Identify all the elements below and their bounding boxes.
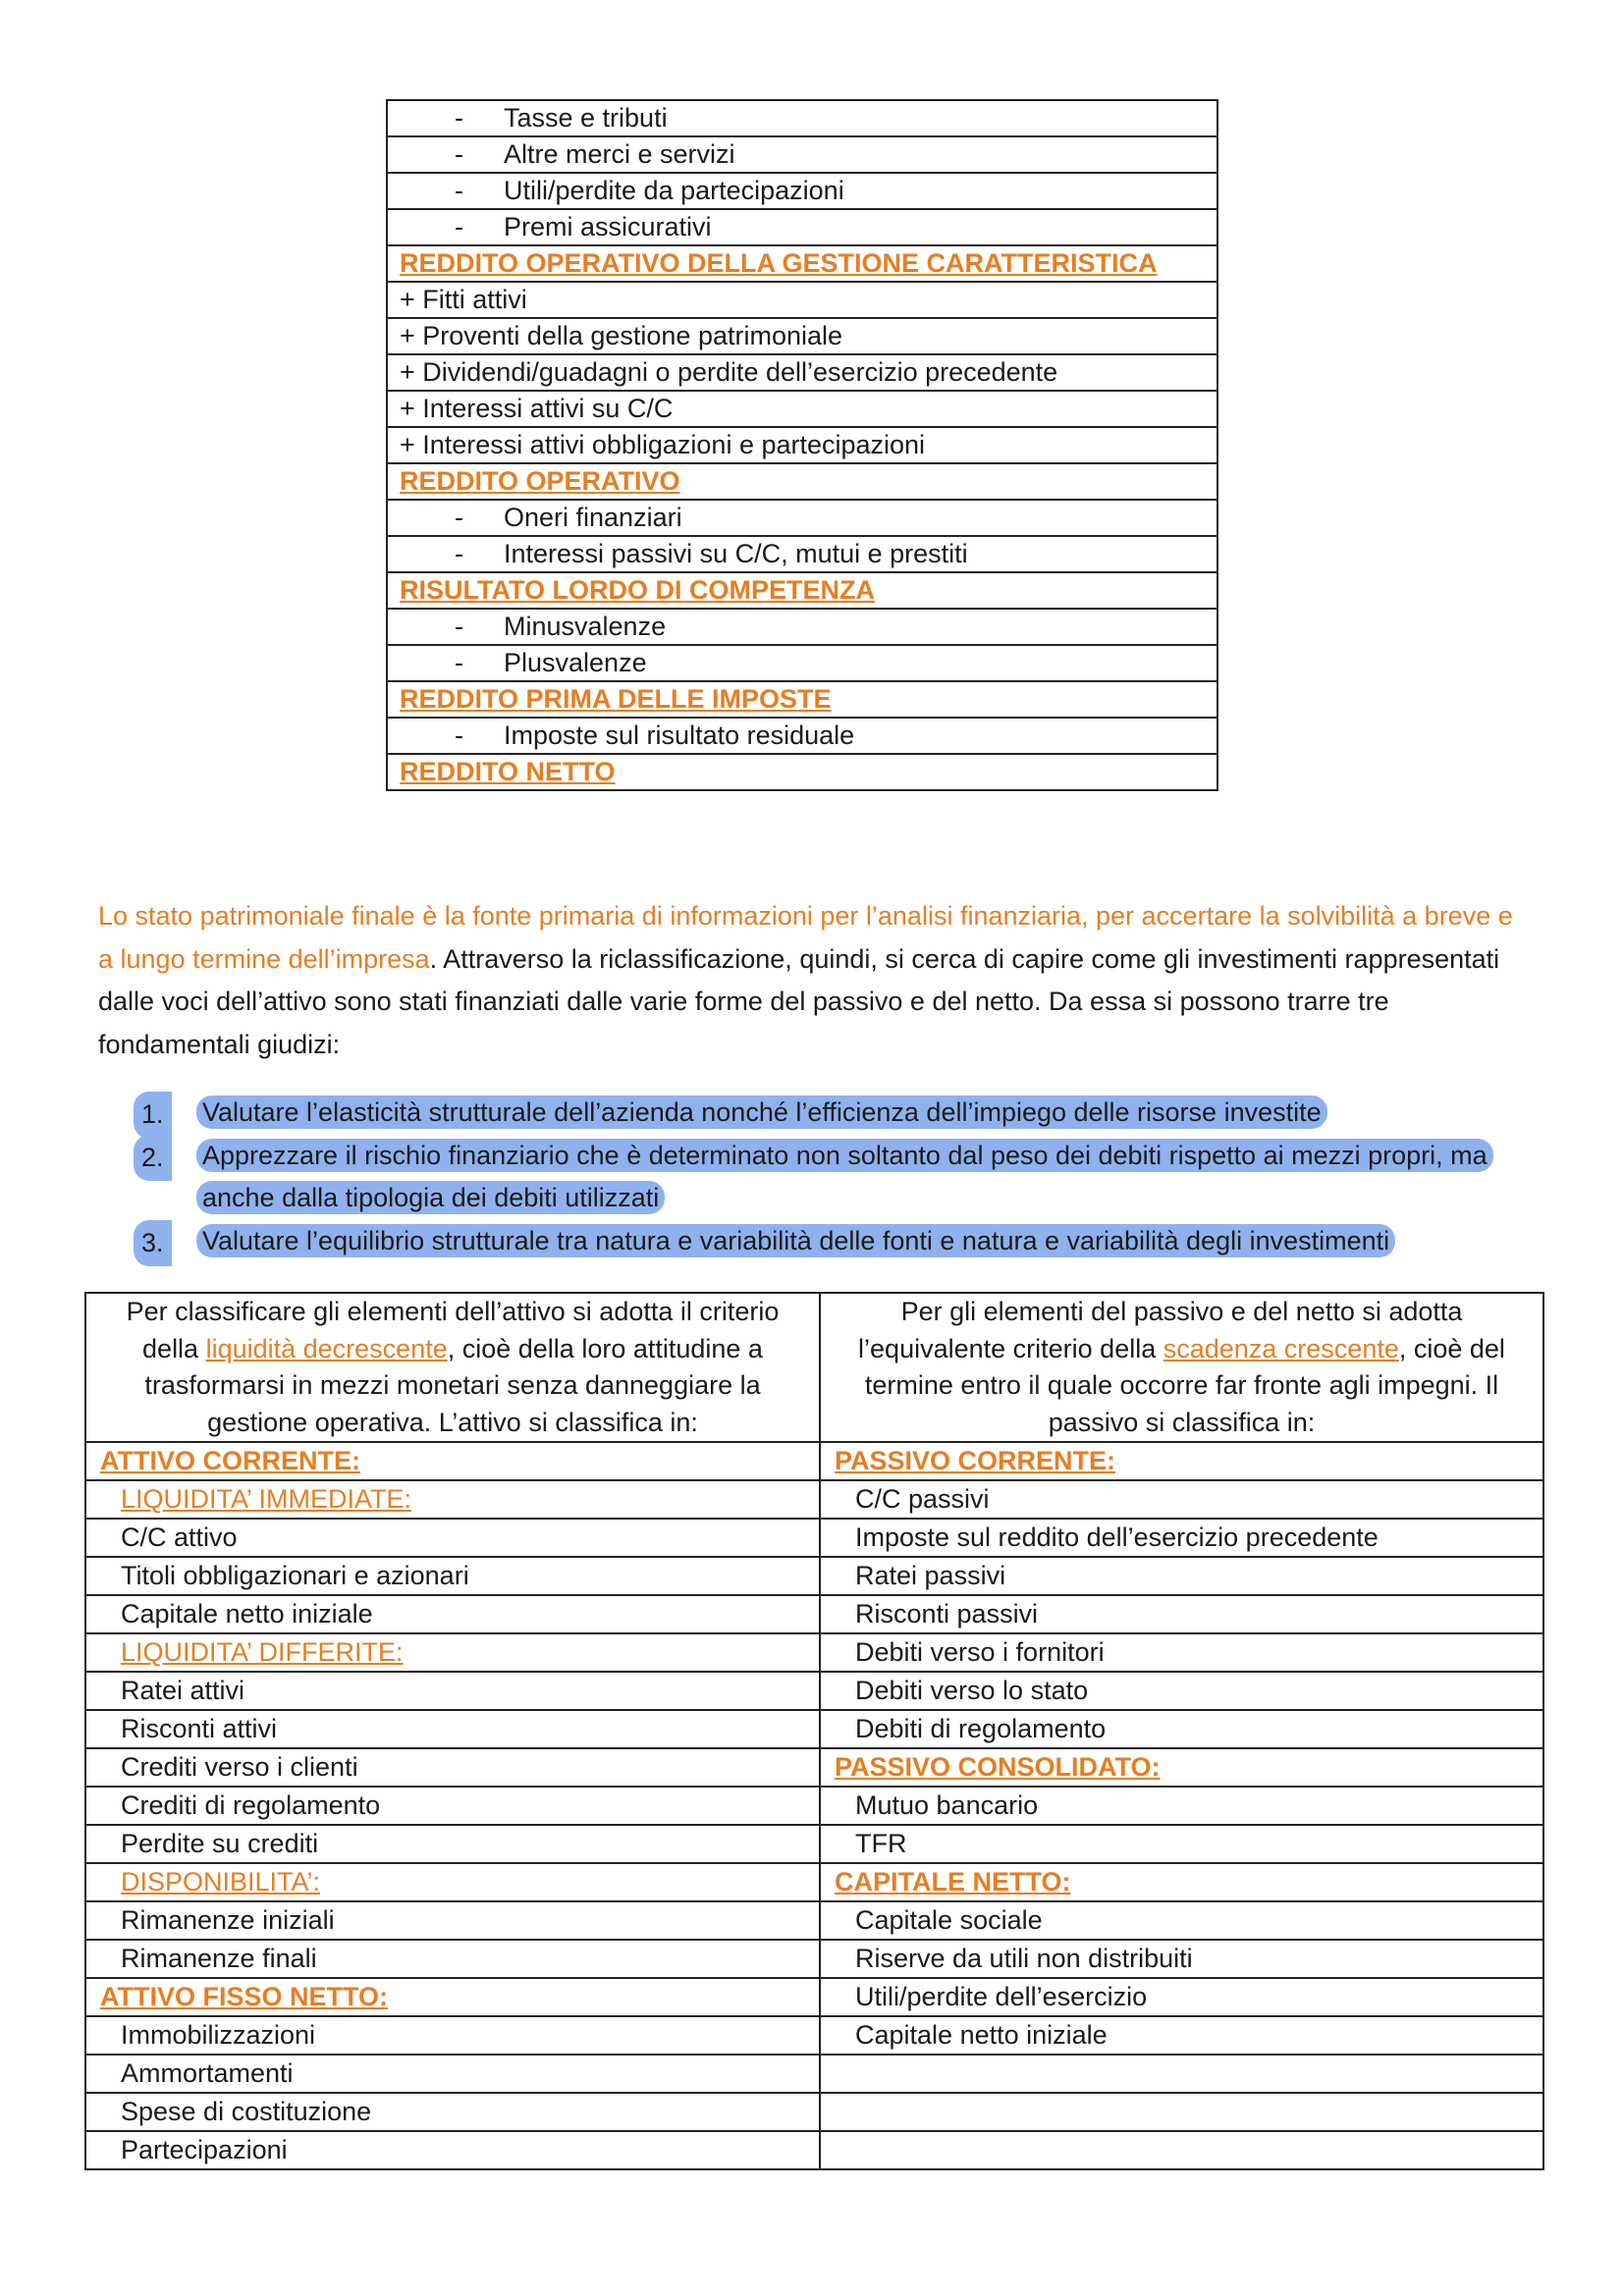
table-row: [85, 1710, 1543, 1748]
table-row: [387, 645, 1217, 681]
paragraph-highlight: Lo stato patrimoniale finale è la fonte primaria di informazioni per l’analisi finanziaria, per accertare la solvibilità a breve e a lungo termine dell’impresa: [98, 901, 1513, 974]
balance-sheet-table: [84, 1292, 1544, 2170]
income-item: + Proventi della gestione patrimoniale: [387, 318, 1217, 354]
item-label: Interessi passivi su C/C, mutui e prestiti: [504, 539, 968, 568]
item-label: Altre merci e servizi: [504, 139, 735, 169]
income-item: + Interessi attivi su C/C: [387, 391, 1217, 427]
table-cell: C/C attivo: [85, 1519, 820, 1557]
table-row: [387, 245, 1217, 282]
table-row: [85, 1825, 1543, 1863]
section-header: ATTIVO FISSO NETTO:: [85, 1978, 820, 2016]
table-row: [387, 318, 1217, 354]
table-row: [387, 136, 1217, 173]
expense-item: [387, 173, 1217, 209]
table-row: [85, 1442, 1543, 1480]
table-row: [85, 1480, 1543, 1519]
list-text: Apprezzare il rischio finanziario che è determinato non soltanto dal peso dei debiti rispetto ai mezzi propri, ma anche dalla tipologia dei debiti utilizzati: [196, 1139, 1493, 1215]
dash-marker: -: [455, 103, 463, 133]
table-cell: Risconti passivi: [820, 1595, 1543, 1633]
subsection-header: DISPONIBILITA’:: [85, 1863, 820, 1901]
liabilities-intro: [820, 1293, 1543, 1442]
subtotal-header: REDDITO NETTO: [387, 754, 1217, 790]
table-row: [85, 2016, 1543, 2055]
table-row: [85, 2093, 1543, 2131]
subtotal-header: REDDITO OPERATIVO DELLA GESTIONE CARATTERISTICA: [387, 245, 1217, 282]
dash-marker: -: [455, 612, 463, 641]
table-cell: Rimanenze finali: [85, 1940, 820, 1978]
table-row: [85, 1595, 1543, 1633]
subsection-header: LIQUIDITA’ IMMEDIATE:: [85, 1480, 820, 1519]
expense-item: [387, 718, 1217, 754]
scadenza-crescente-link[interactable]: scadenza crescente: [1163, 1333, 1399, 1363]
table-cell: Crediti verso i clienti: [85, 1748, 820, 1787]
table-row: [387, 100, 1217, 136]
expense-item: [387, 500, 1217, 536]
table-row: [85, 1901, 1543, 1940]
section-header: PASSIVO CORRENTE:: [820, 1442, 1543, 1480]
table-cell: Riserve da utili non distribuiti: [820, 1940, 1543, 1978]
table-cell: Utili/perdite dell’esercizio: [820, 1978, 1543, 2016]
expense-item: [387, 645, 1217, 681]
table-cell: Titoli obbligazionari e azionari: [85, 1557, 820, 1595]
table-row: [387, 282, 1217, 318]
table-cell: Perdite su crediti: [85, 1825, 820, 1863]
table-cell: Ammortamenti: [85, 2055, 820, 2093]
item-label: Utili/perdite da partecipazioni: [504, 176, 844, 205]
table-row: [85, 1519, 1543, 1557]
table-row: [387, 609, 1217, 645]
intro-text: , cioè della loro attitudine a trasformarsi in mezzi monetari senza danneggiare la gestione operativa. L’attivo si classifica in:: [144, 1333, 763, 1437]
table-cell: Partecipazioni: [85, 2131, 820, 2169]
list-item: [139, 1135, 1534, 1220]
table-cell: Mutuo bancario: [820, 1787, 1543, 1825]
table-cell: Immobilizzazioni: [85, 2016, 820, 2055]
subtotal-header: RISULTATO LORDO DI COMPETENZA: [387, 572, 1217, 609]
table-cell: Ratei attivi: [85, 1672, 820, 1710]
table-cell: Ratei passivi: [820, 1557, 1543, 1595]
list-item: [139, 1220, 1534, 1263]
income-item: + Interessi attivi obbligazioni e partecipazioni: [387, 427, 1217, 463]
table-cell: C/C passivi: [820, 1480, 1543, 1519]
table-cell: TFR: [820, 1825, 1543, 1863]
intro-text: , cioè del termine entro il quale occorre far fronte agli impegni. Il passivo si classifica in:: [864, 1333, 1505, 1437]
table-row: [387, 681, 1217, 718]
table-row: [387, 754, 1217, 790]
table-cell: Risconti attivi: [85, 1710, 820, 1748]
paragraph-rest: . Attraverso la riclassificazione, quindi, si cerca di capire come gli investimenti rappresentati dalle voci dell’attivo sono stati finanziati dalle varie forme del passivo e del netto. Da essa si possono trarre tre fondamentali giudizi:: [98, 943, 1500, 1059]
item-label: Plusvalenze: [504, 648, 647, 677]
item-label: Tasse e tributi: [504, 103, 668, 133]
item-label: Premi assicurativi: [504, 212, 712, 241]
table-cell: Imposte sul reddito dell’esercizio precedente: [820, 1519, 1543, 1557]
subtotal-header: REDDITO OPERATIVO: [387, 463, 1217, 500]
table-row: [85, 1863, 1543, 1901]
list-text: Valutare l’equilibrio strutturale tra natura e variabilità delle fonti e natura e variabilità degli investimenti: [196, 1224, 1395, 1257]
section-header: CAPITALE NETTO:: [820, 1863, 1543, 1901]
income-item: + Dividendi/guadagni o perdite dell’esercizio precedente: [387, 354, 1217, 391]
empty-cell: [820, 2131, 1543, 2169]
list-number: 1.: [134, 1092, 172, 1139]
table-row: [85, 2131, 1543, 2169]
expense-item: [387, 136, 1217, 173]
section-header: PASSIVO CONSOLIDATO:: [820, 1748, 1543, 1787]
subtotal-header: REDDITO PRIMA DELLE IMPOSTE: [387, 681, 1217, 718]
table-cell: Rimanenze iniziali: [85, 1901, 820, 1940]
liquidita-decrescente-link[interactable]: liquidità decrescente: [205, 1333, 448, 1363]
table-row: [387, 173, 1217, 209]
table-row: [85, 1633, 1543, 1672]
table-row: [85, 1787, 1543, 1825]
table-row: [387, 354, 1217, 391]
item-label: Imposte sul risultato residuale: [504, 721, 855, 750]
dash-marker: -: [455, 721, 463, 750]
dash-marker: -: [455, 212, 463, 241]
expense-item: [387, 609, 1217, 645]
intro-text: Per classificare gli elementi dell’attivo si adotta il criterio della: [126, 1297, 780, 1363]
empty-cell: [820, 2093, 1543, 2131]
dash-marker: -: [455, 648, 463, 677]
empty-cell: [820, 2055, 1543, 2093]
judgments-list: [139, 1092, 1534, 1262]
subsection-header: LIQUIDITA’ DIFFERITE:: [85, 1633, 820, 1672]
table-cell: Debiti verso lo stato: [820, 1672, 1543, 1710]
table-row: [85, 1748, 1543, 1787]
dash-marker: -: [455, 503, 463, 532]
income-item: + Fitti attivi: [387, 282, 1217, 318]
dash-marker: -: [455, 176, 463, 205]
assets-intro: [85, 1293, 820, 1442]
intro-text: Per gli elementi del passivo e del netto si adotta l’equivalente criterio della: [858, 1297, 1463, 1363]
table-row: [85, 2055, 1543, 2093]
item-label: Minusvalenze: [504, 612, 667, 641]
table-cell: Spese di costituzione: [85, 2093, 820, 2131]
table-row: [85, 1672, 1543, 1710]
table-row: [387, 427, 1217, 463]
table-row: [387, 463, 1217, 500]
item-label: Oneri finanziari: [504, 503, 682, 532]
table-cell: Crediti di regolamento: [85, 1787, 820, 1825]
table-row: [85, 1557, 1543, 1595]
table-cell: Capitale netto iniziale: [85, 1595, 820, 1633]
table-cell: Debiti di regolamento: [820, 1710, 1543, 1748]
table-row: [85, 1978, 1543, 2016]
table-row: [387, 572, 1217, 609]
income-statement-table: [386, 99, 1218, 791]
table-cell: Capitale netto iniziale: [820, 2016, 1543, 2055]
table-row: [85, 1940, 1543, 1978]
list-item: [139, 1092, 1534, 1135]
list-text: Valutare l’elasticità strutturale dell’azienda nonché l’efficienza dell’impiego delle risorse investite: [196, 1095, 1327, 1129]
table-row: [387, 500, 1217, 536]
section-header: ATTIVO CORRENTE:: [85, 1442, 820, 1480]
table-cell: Capitale sociale: [820, 1901, 1543, 1940]
dash-marker: -: [455, 139, 463, 169]
expense-item: [387, 209, 1217, 245]
table-row: [387, 391, 1217, 427]
balance-sheet-paragraph: [98, 895, 1522, 1066]
table-row: [387, 536, 1217, 572]
table-row: [85, 1293, 1543, 1442]
list-number: 2.: [134, 1135, 172, 1182]
list-number: 3.: [134, 1220, 172, 1267]
table-cell: Debiti verso i fornitori: [820, 1633, 1543, 1672]
table-row: [387, 718, 1217, 754]
table-row: [387, 209, 1217, 245]
expense-item: [387, 100, 1217, 136]
expense-item: [387, 536, 1217, 572]
dash-marker: -: [455, 539, 463, 568]
